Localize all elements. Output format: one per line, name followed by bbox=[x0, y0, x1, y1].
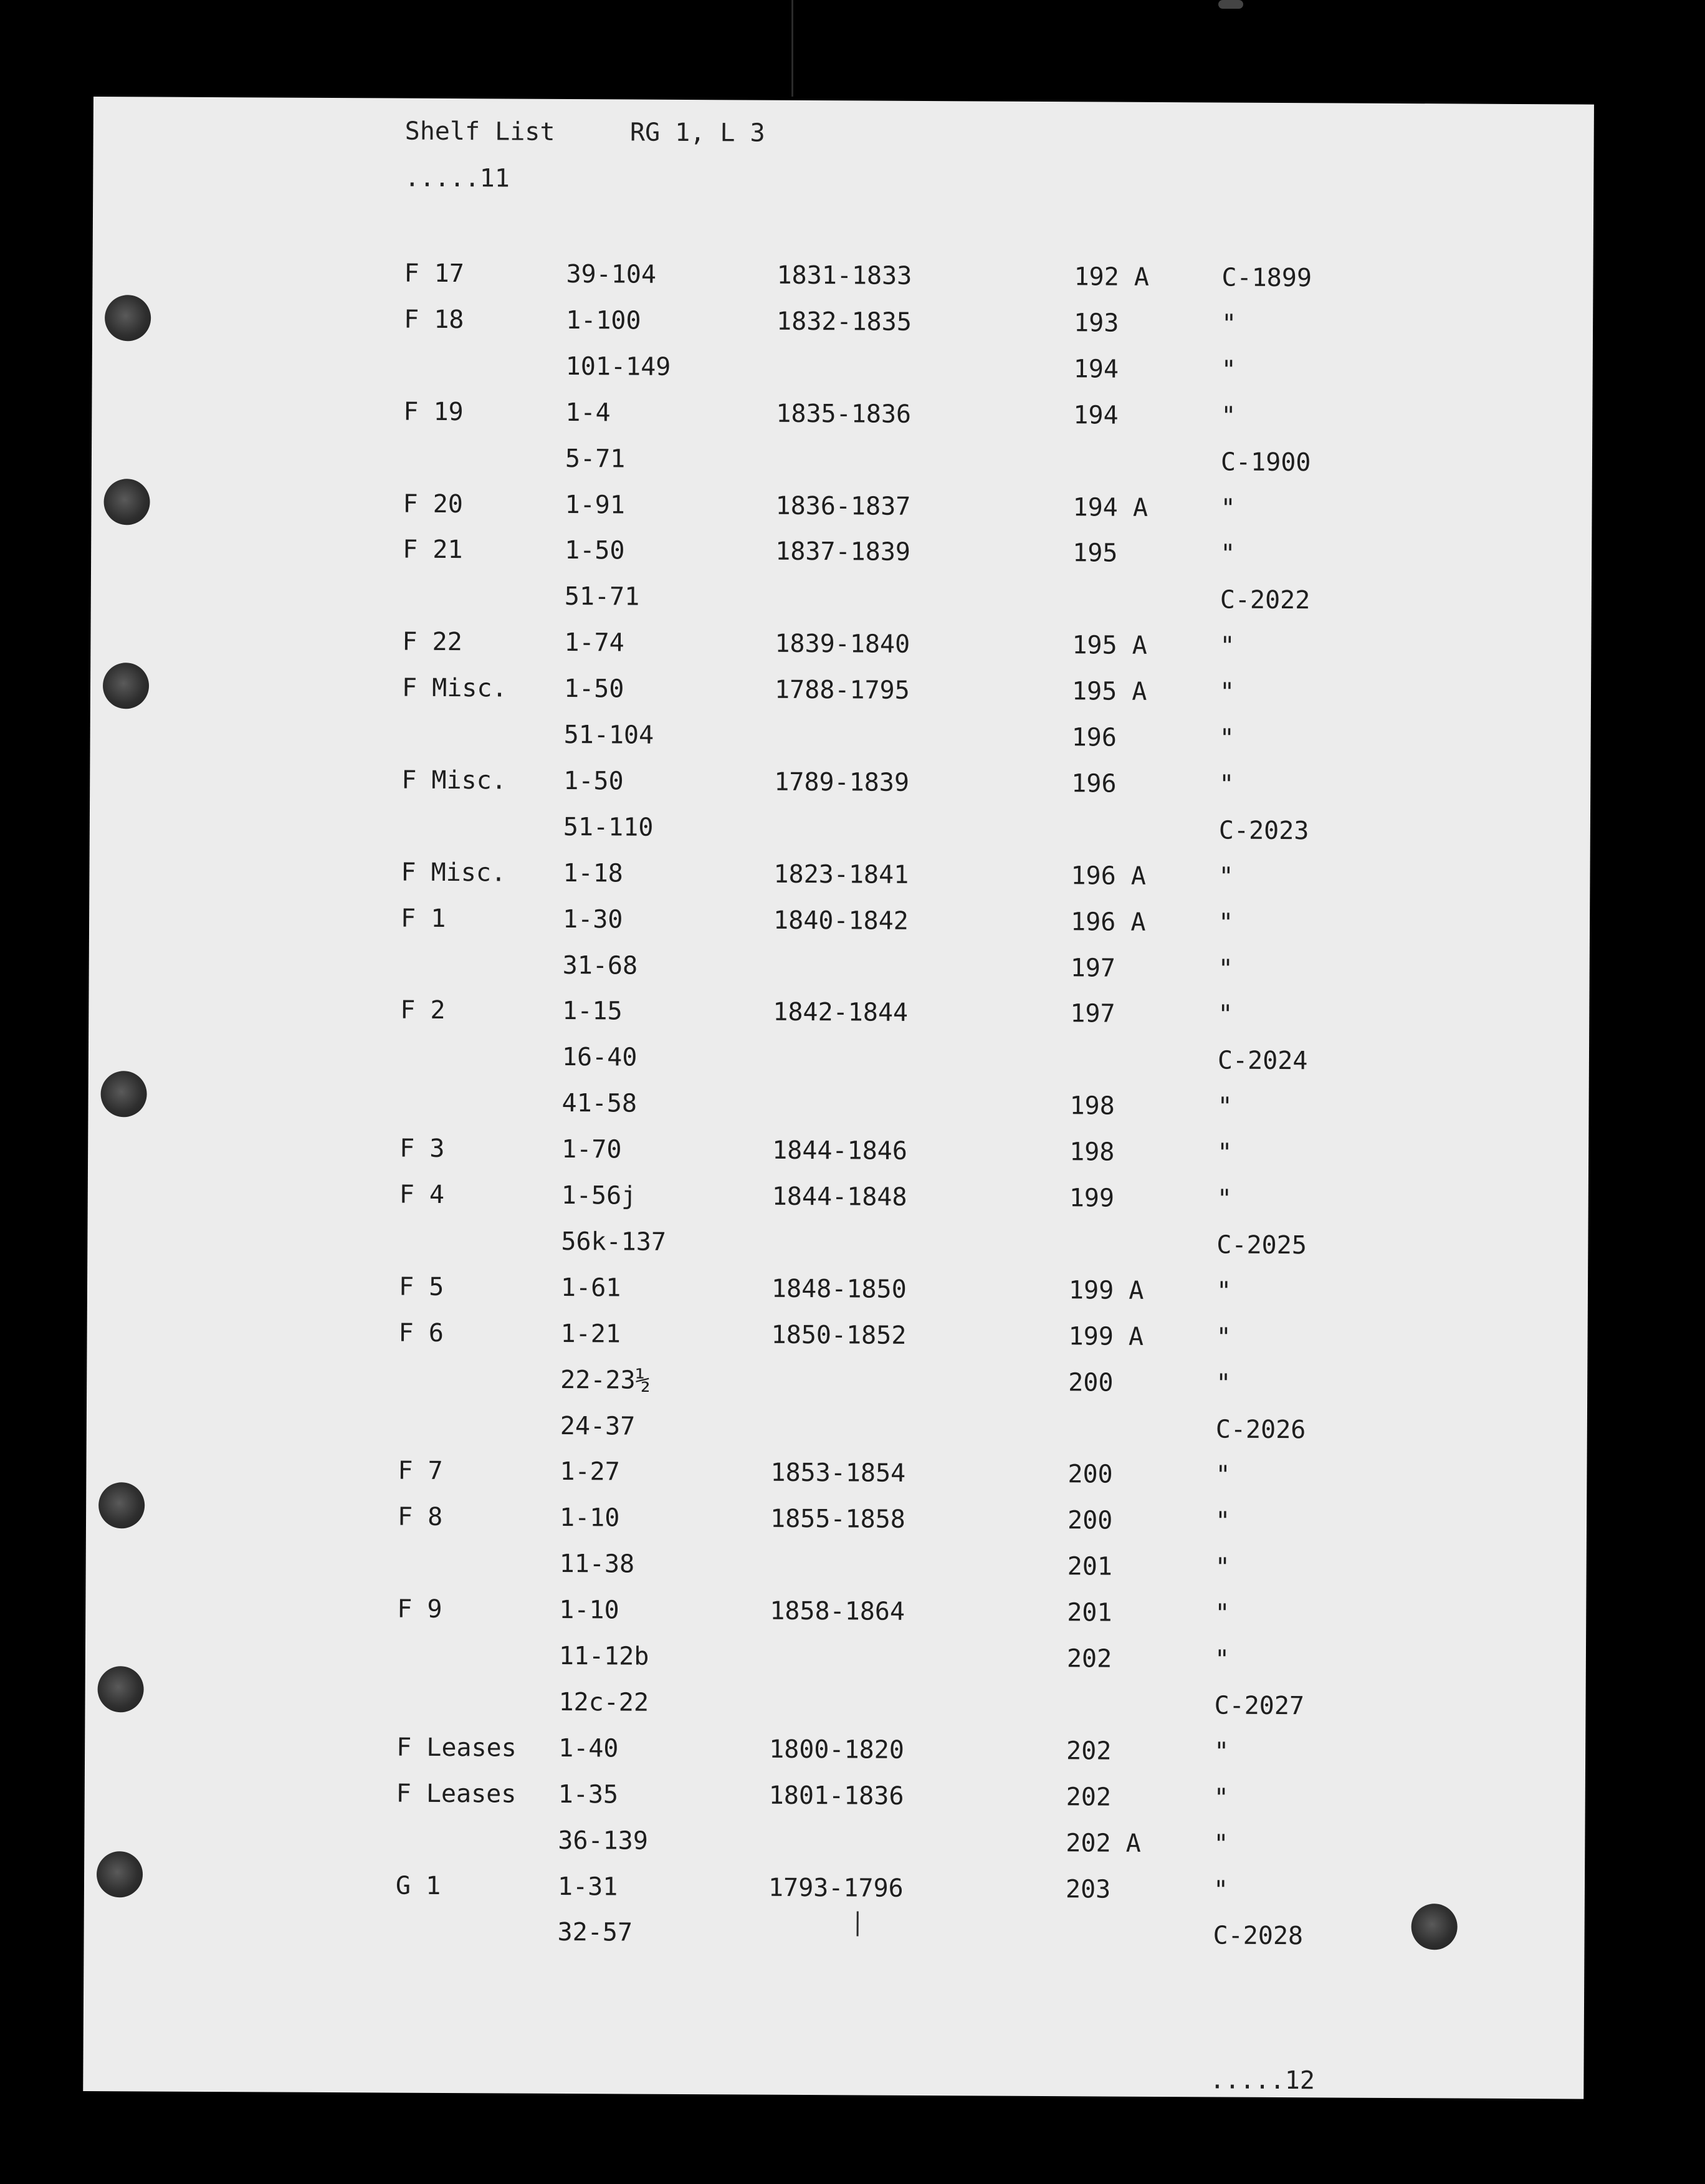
header-reference: RG 1, L 3 bbox=[629, 118, 765, 148]
row-volume: 203 bbox=[1065, 1874, 1111, 1904]
row-reel: " bbox=[1214, 1737, 1230, 1766]
row-reel: " bbox=[1218, 862, 1234, 891]
row-file: F 19 bbox=[403, 397, 464, 426]
row-items: 101-149 bbox=[565, 352, 671, 381]
row-reel: C-2024 bbox=[1217, 1046, 1308, 1076]
row-reel: " bbox=[1219, 678, 1235, 707]
table-row bbox=[90, 672, 1586, 724]
row-volume: 195 bbox=[1072, 539, 1118, 568]
row-file: F Misc. bbox=[401, 673, 507, 703]
row-file: F 21 bbox=[403, 535, 463, 565]
row-reel: " bbox=[1217, 1138, 1233, 1167]
row-reel: " bbox=[1219, 770, 1235, 799]
row-items: 5-71 bbox=[565, 444, 626, 474]
row-dates: 1832-1835 bbox=[776, 307, 912, 337]
row-items: 22-23½ bbox=[560, 1365, 651, 1395]
row-items: 12c-22 bbox=[558, 1687, 649, 1717]
row-items: 51-110 bbox=[563, 812, 654, 842]
row-volume: 194 bbox=[1073, 355, 1119, 384]
row-items: 1-27 bbox=[560, 1457, 620, 1487]
row-volume: 199 A bbox=[1068, 1276, 1144, 1305]
row-items: 1-18 bbox=[563, 858, 623, 888]
row-items: 16-40 bbox=[561, 1043, 638, 1072]
table-row bbox=[86, 1455, 1582, 1506]
table-row bbox=[92, 257, 1588, 309]
row-reel: C-2026 bbox=[1215, 1414, 1306, 1444]
row-dates: 1842-1844 bbox=[773, 998, 909, 1028]
row-dates: 1837-1839 bbox=[775, 537, 911, 567]
row-file: F Misc. bbox=[401, 858, 507, 888]
table-row bbox=[85, 1593, 1581, 1645]
row-items: 1-50 bbox=[563, 674, 624, 704]
row-reel: C-2025 bbox=[1216, 1230, 1307, 1260]
row-items: 1-35 bbox=[558, 1779, 619, 1809]
row-reel: C-2028 bbox=[1213, 1921, 1304, 1951]
row-reel: " bbox=[1216, 1184, 1232, 1214]
row-file: F 5 bbox=[398, 1272, 444, 1301]
row-file: F 7 bbox=[398, 1456, 443, 1486]
row-reel: " bbox=[1214, 1645, 1230, 1674]
row-items: 24-37 bbox=[560, 1411, 636, 1441]
table-row bbox=[88, 1179, 1583, 1230]
table-row bbox=[92, 442, 1587, 494]
table-row bbox=[91, 534, 1587, 585]
row-volume: 197 bbox=[1070, 953, 1116, 983]
table-row bbox=[87, 1317, 1582, 1369]
row-items: 1-15 bbox=[562, 997, 623, 1026]
row-items: 1-10 bbox=[559, 1596, 619, 1625]
row-items: 1-40 bbox=[558, 1733, 619, 1763]
row-reel: " bbox=[1213, 1829, 1229, 1859]
table-row bbox=[84, 1915, 1579, 1967]
table-row bbox=[85, 1547, 1581, 1599]
table-row bbox=[90, 718, 1585, 770]
row-volume: 202 bbox=[1066, 1782, 1112, 1812]
row-items: 32-57 bbox=[557, 1918, 633, 1947]
row-dates: 1835-1836 bbox=[776, 399, 912, 429]
row-file: G 1 bbox=[395, 1871, 441, 1900]
row-file: F 20 bbox=[403, 489, 464, 519]
table-row bbox=[92, 396, 1587, 448]
row-file: F 6 bbox=[398, 1318, 444, 1348]
row-dates: 1836-1837 bbox=[775, 491, 911, 521]
row-dates: 1839-1840 bbox=[775, 629, 910, 659]
row-reel: " bbox=[1218, 908, 1234, 937]
row-items: 1-30 bbox=[562, 904, 623, 934]
row-volume: 199 bbox=[1069, 1184, 1115, 1213]
row-volume: 200 bbox=[1068, 1367, 1114, 1397]
row-dates: 1844-1848 bbox=[771, 1182, 907, 1212]
table-row bbox=[89, 903, 1585, 954]
row-volume: 200 bbox=[1067, 1460, 1113, 1489]
row-items: 56k-137 bbox=[561, 1227, 667, 1257]
row-items: 1-4 bbox=[565, 398, 611, 428]
row-volume: 194 A bbox=[1072, 492, 1149, 522]
row-dates: 1788-1795 bbox=[774, 675, 910, 705]
row-file: F 22 bbox=[402, 627, 462, 657]
row-reel: " bbox=[1220, 493, 1236, 523]
row-reel: C-1899 bbox=[1221, 263, 1312, 293]
row-items: 1-91 bbox=[565, 490, 626, 519]
row-file: F 3 bbox=[399, 1134, 445, 1164]
row-reel: " bbox=[1213, 1875, 1229, 1905]
table-row bbox=[90, 626, 1586, 678]
row-items: 39-104 bbox=[566, 259, 657, 289]
row-reel: " bbox=[1215, 1460, 1231, 1490]
row-dates: 1793-1796 bbox=[768, 1873, 904, 1903]
row-items: 51-71 bbox=[564, 582, 640, 611]
table-row bbox=[88, 1133, 1583, 1184]
row-reel: " bbox=[1215, 1553, 1230, 1582]
table-row bbox=[90, 810, 1585, 862]
row-reel: " bbox=[1220, 539, 1236, 568]
table-row bbox=[88, 948, 1584, 1000]
row-items: 1-100 bbox=[566, 305, 641, 335]
row-reel: " bbox=[1220, 631, 1235, 661]
header-page-marker: .....11 bbox=[404, 163, 510, 193]
row-volume: 198 bbox=[1069, 1138, 1115, 1167]
row-reel: " bbox=[1221, 355, 1236, 385]
table-row bbox=[88, 1040, 1584, 1092]
row-volume: 196 A bbox=[1071, 861, 1147, 891]
table-row bbox=[89, 856, 1585, 908]
row-file: F 18 bbox=[404, 305, 464, 335]
row-reel: " bbox=[1218, 1000, 1233, 1029]
row-volume: 195 A bbox=[1071, 677, 1147, 706]
row-items: 1-56j bbox=[561, 1181, 637, 1210]
row-volume: 200 bbox=[1067, 1506, 1113, 1535]
row-volume: 196 bbox=[1071, 769, 1117, 798]
table-row bbox=[92, 304, 1588, 355]
table-row bbox=[87, 1363, 1582, 1415]
row-volume: 202 bbox=[1066, 1644, 1112, 1674]
table-row bbox=[87, 1271, 1583, 1323]
header-title-line bbox=[405, 117, 765, 148]
row-reel: " bbox=[1221, 401, 1236, 431]
row-dates: 1855-1858 bbox=[770, 1505, 905, 1535]
row-items: 11-38 bbox=[559, 1549, 635, 1579]
row-volume: 201 bbox=[1067, 1552, 1113, 1581]
table-row bbox=[88, 994, 1584, 1046]
row-reel: " bbox=[1216, 1276, 1232, 1306]
row-dates: 1840-1842 bbox=[773, 906, 909, 936]
row-dates: 1831-1833 bbox=[776, 261, 912, 290]
row-items: 51-104 bbox=[563, 720, 654, 750]
row-items: 36-139 bbox=[558, 1826, 648, 1856]
row-items: 1-61 bbox=[560, 1273, 621, 1303]
row-dates: 1853-1854 bbox=[770, 1458, 906, 1488]
row-reel: " bbox=[1213, 1783, 1229, 1813]
pen-mark bbox=[857, 1911, 859, 1936]
row-reel: " bbox=[1215, 1506, 1231, 1536]
row-volume: 193 bbox=[1073, 309, 1119, 338]
row-volume: 202 bbox=[1066, 1736, 1112, 1766]
row-reel: " bbox=[1215, 1599, 1230, 1628]
table-row bbox=[88, 1086, 1583, 1138]
table-row bbox=[86, 1501, 1582, 1553]
row-file: F 8 bbox=[397, 1502, 443, 1532]
row-reel: C-2022 bbox=[1220, 585, 1311, 615]
row-reel: " bbox=[1221, 309, 1237, 338]
row-dates: 1848-1850 bbox=[771, 1274, 907, 1304]
table-row bbox=[85, 1685, 1580, 1737]
footer-page-marker: .....12 bbox=[1210, 2066, 1316, 2095]
table-row bbox=[85, 1639, 1581, 1691]
row-volume: 194 bbox=[1073, 400, 1119, 430]
row-dates: 1801-1836 bbox=[768, 1781, 904, 1811]
row-reel: " bbox=[1219, 724, 1235, 753]
table-row bbox=[87, 1225, 1583, 1276]
row-dates: 1850-1852 bbox=[771, 1320, 907, 1350]
row-reel: " bbox=[1217, 1092, 1233, 1121]
row-file: F Leases bbox=[396, 1779, 517, 1809]
table-row bbox=[84, 1824, 1580, 1875]
film-speck bbox=[791, 0, 793, 97]
row-items: 1-21 bbox=[560, 1319, 621, 1349]
table-row bbox=[90, 764, 1585, 816]
table-row bbox=[91, 487, 1587, 539]
row-items: 1-31 bbox=[557, 1872, 618, 1901]
row-reel: C-1900 bbox=[1220, 448, 1311, 477]
table-row bbox=[85, 1731, 1580, 1783]
row-file: F Misc. bbox=[401, 765, 507, 795]
row-reel: C-2023 bbox=[1218, 816, 1309, 846]
row-volume: 192 A bbox=[1074, 262, 1150, 292]
row-volume: 197 bbox=[1070, 999, 1115, 1028]
row-volume: 195 A bbox=[1072, 631, 1147, 661]
row-items: 11-12b bbox=[558, 1641, 649, 1671]
row-dates: 1800-1820 bbox=[769, 1735, 904, 1765]
table-row bbox=[85, 1778, 1580, 1829]
row-items: 1-50 bbox=[563, 766, 624, 796]
row-items: 1-74 bbox=[564, 628, 624, 658]
row-reel: " bbox=[1216, 1323, 1231, 1352]
row-items: 31-68 bbox=[562, 951, 638, 980]
row-items: 1-10 bbox=[559, 1503, 620, 1533]
film-speck bbox=[1218, 0, 1243, 9]
row-volume: 202 A bbox=[1066, 1828, 1141, 1858]
table-row bbox=[92, 350, 1588, 401]
row-volume: 198 bbox=[1069, 1091, 1115, 1121]
row-file: F 4 bbox=[399, 1180, 445, 1209]
row-file: F 17 bbox=[404, 259, 464, 289]
row-volume: 196 bbox=[1071, 723, 1117, 752]
table-row bbox=[91, 580, 1587, 631]
document-page bbox=[83, 97, 1594, 2099]
table-row bbox=[84, 1869, 1580, 1921]
row-volume: 201 bbox=[1067, 1598, 1112, 1627]
row-items: 1-70 bbox=[561, 1135, 622, 1164]
row-file: F 2 bbox=[400, 995, 446, 1025]
row-dates: 1823-1841 bbox=[773, 860, 909, 889]
row-reel: " bbox=[1216, 1369, 1231, 1398]
table-row bbox=[87, 1409, 1582, 1460]
row-reel: " bbox=[1218, 954, 1233, 984]
row-dates: 1789-1839 bbox=[774, 767, 910, 797]
header-title: Shelf List bbox=[404, 117, 555, 146]
row-volume: 196 A bbox=[1070, 907, 1146, 937]
row-dates: 1844-1846 bbox=[772, 1136, 908, 1166]
row-file: F 9 bbox=[397, 1594, 442, 1624]
row-dates: 1858-1864 bbox=[770, 1596, 905, 1626]
row-items: 41-58 bbox=[561, 1089, 638, 1118]
row-file: F 1 bbox=[400, 904, 446, 933]
row-items: 1-50 bbox=[565, 536, 625, 565]
row-volume: 199 A bbox=[1068, 1321, 1144, 1351]
row-reel: C-2027 bbox=[1214, 1691, 1305, 1721]
row-file: F Leases bbox=[396, 1733, 517, 1763]
